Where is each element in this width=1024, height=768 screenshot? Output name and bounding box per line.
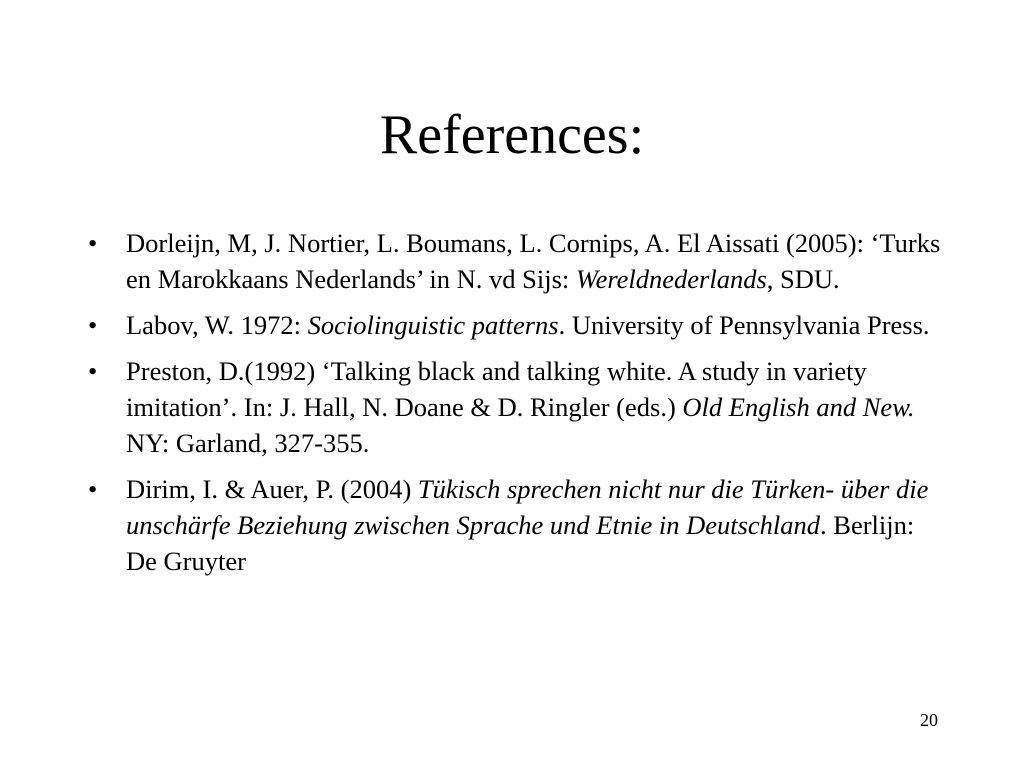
page-number: 20 <box>920 710 938 730</box>
reference-list <box>88 225 948 589</box>
reference-item <box>88 307 948 343</box>
reference-text: Dirim, I. & Auer, P. (2004) <box>126 474 418 504</box>
reference-italic-title: Wereldnederlands <box>575 264 767 294</box>
reference-text-end: , SDU. <box>766 264 840 294</box>
reference-italic-title: Old English and New. <box>682 392 915 422</box>
bullet-icon: • <box>88 356 98 386</box>
slide-title: References: <box>379 104 645 166</box>
reference-text-end: . Berlijn: De Gruyter <box>126 510 915 576</box>
bullet-icon: • <box>88 228 98 258</box>
reference-italic-title: Tükisch sprechen nicht nur die Türken- über die unschärfe Beziehung zwischen Sprache und Etnie in Deutschland <box>126 474 929 540</box>
bullet-icon: • <box>88 310 98 340</box>
reference-text: Dorleijn, M, J. Nortier, L. Boumans, L. Cornips, A. El Aissati (2005): ‘Turks en Marokkaans Nederlands’ in N. vd Sijs: <box>126 228 941 294</box>
reference-text-end: . University of Pennsylvania Press. <box>558 310 930 340</box>
reference-italic-title: Sociolinguistic patterns <box>307 310 559 340</box>
reference-item <box>88 471 948 579</box>
reference-text-end: NY: Garland, 327-355. <box>126 428 370 458</box>
reference-item <box>88 225 948 297</box>
reference-text: Labov, W. 1972: <box>126 310 308 340</box>
reference-item <box>88 353 948 461</box>
reference-text: Preston, D.(1992) ‘Talking black and talking white. A study in variety imitation’. In: J. Hall, N. Doane & D. Ringler (eds.) <box>126 356 867 422</box>
bullet-icon: • <box>88 474 98 504</box>
